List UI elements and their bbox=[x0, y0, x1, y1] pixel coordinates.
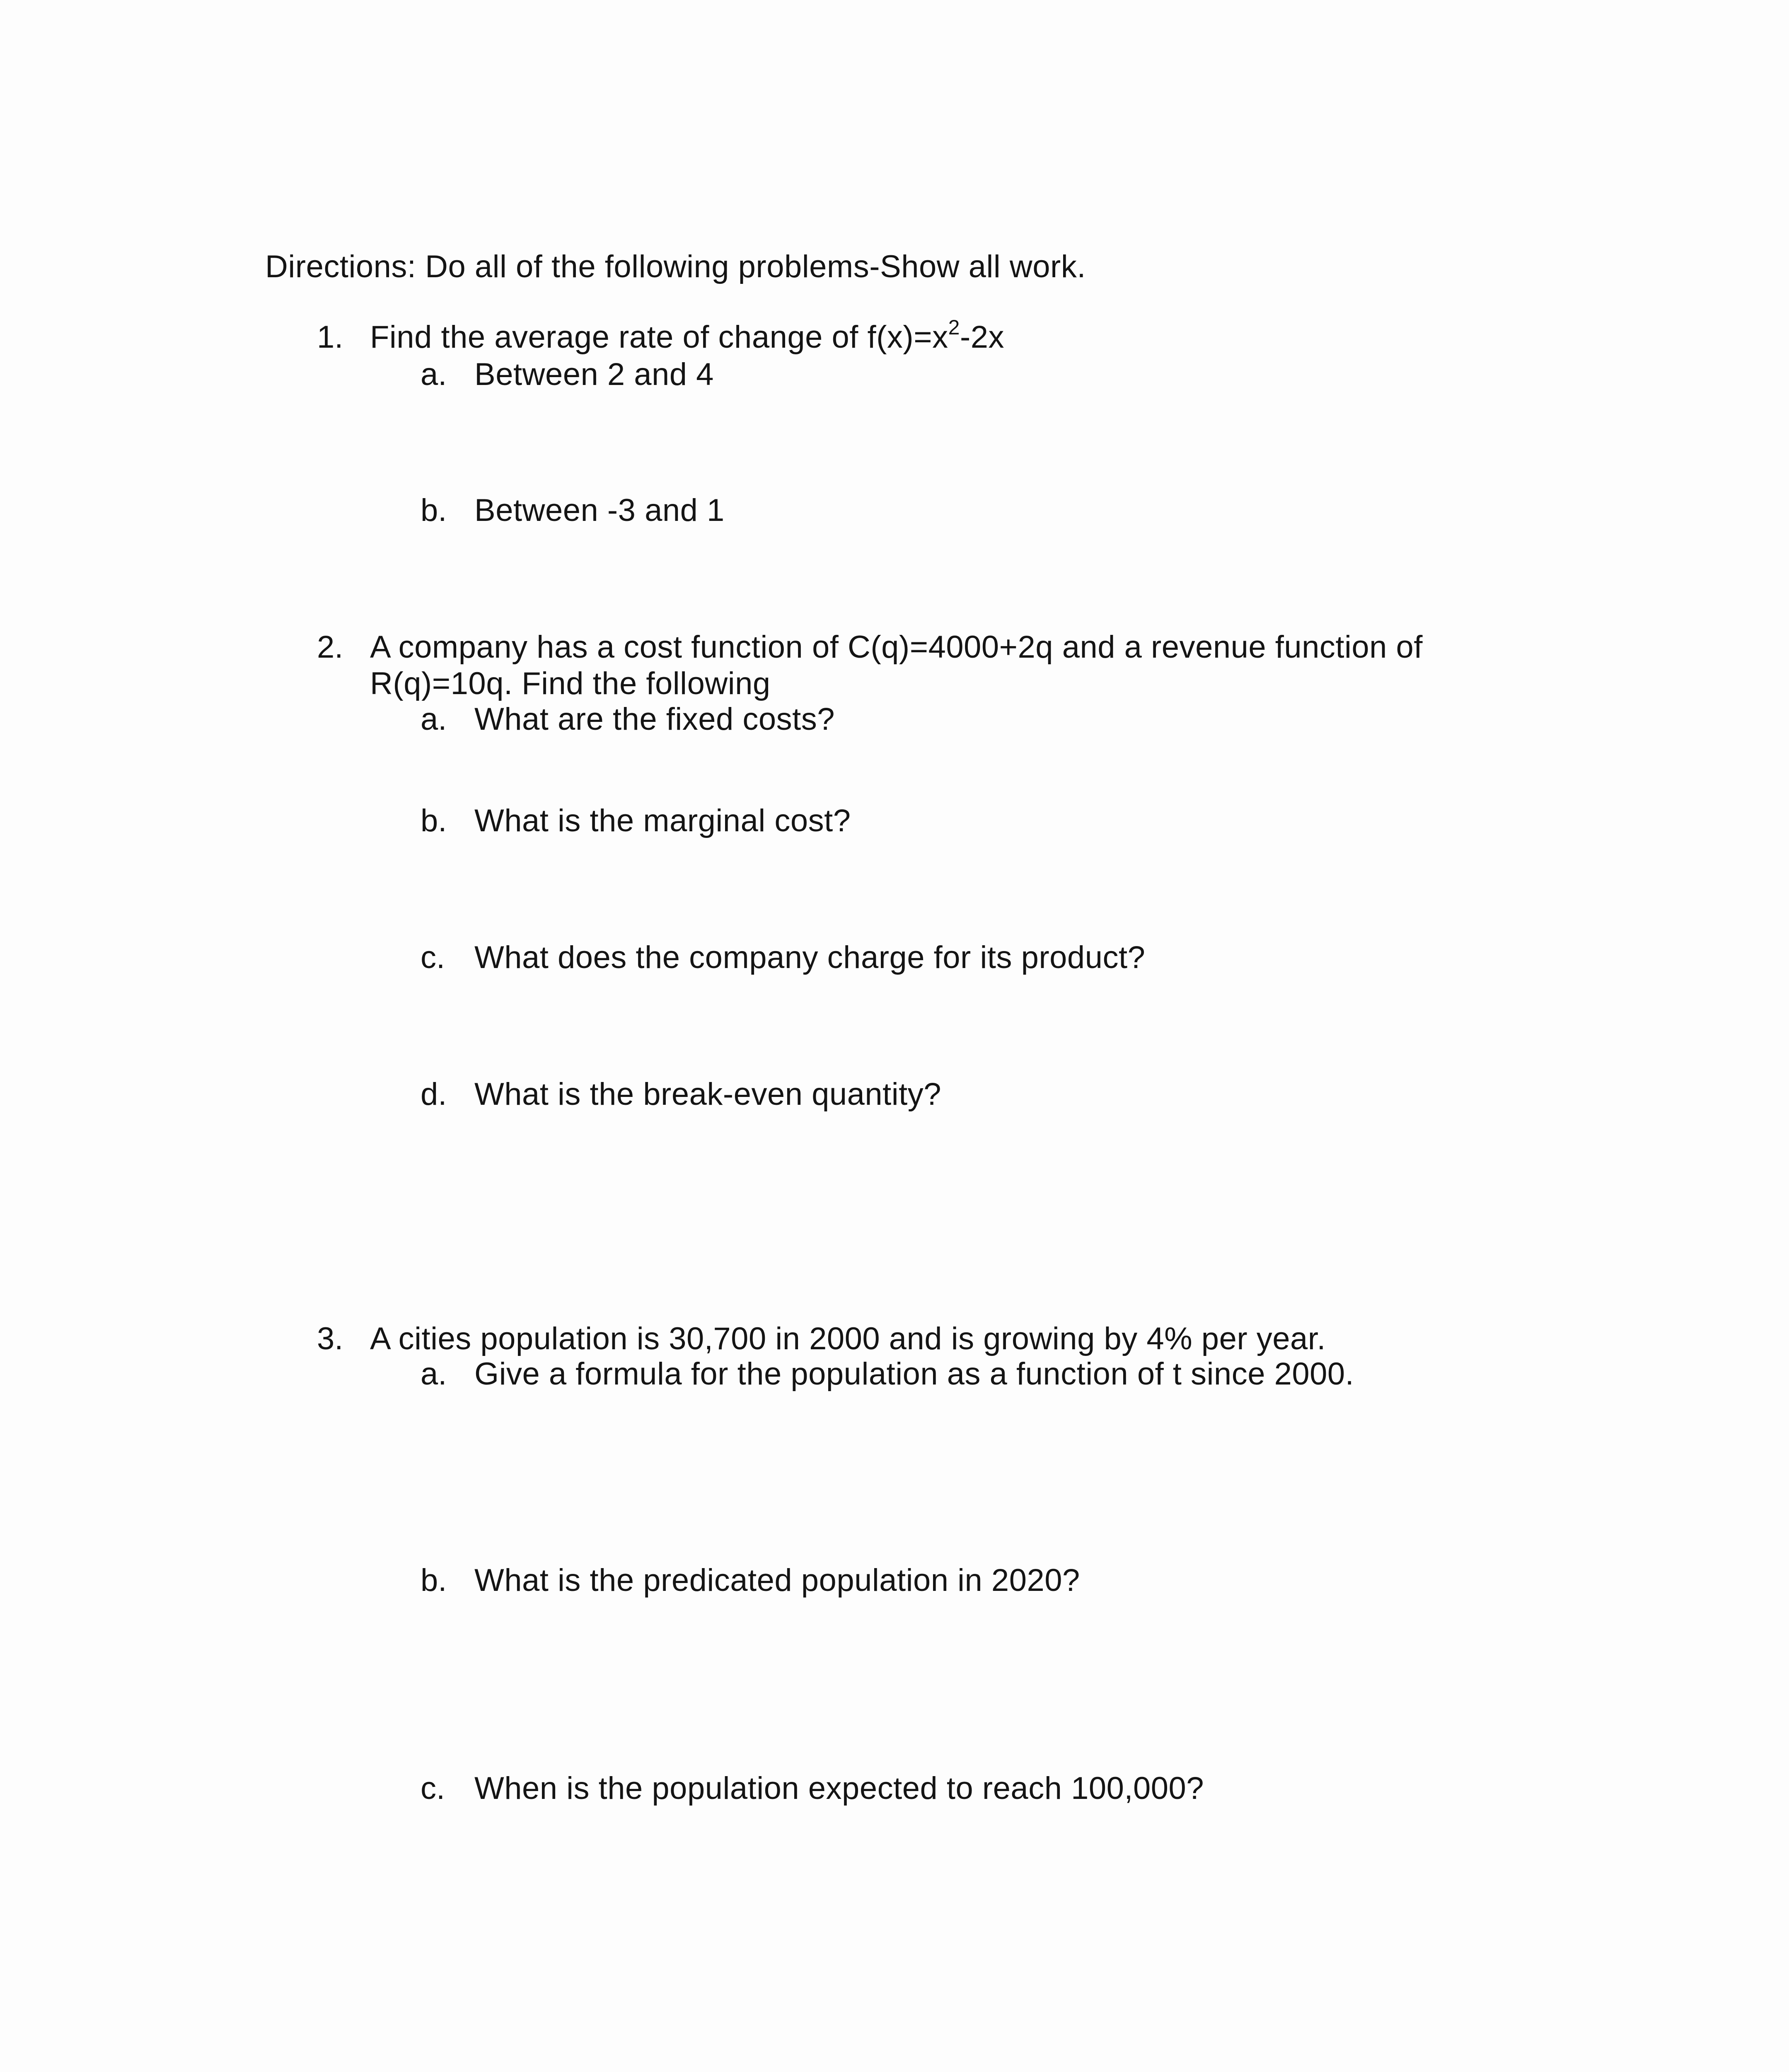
problem-2c-letter: c. bbox=[421, 940, 445, 975]
problem-2a-text: What are the fixed costs? bbox=[474, 702, 835, 737]
problem-1a-text: Between 2 and 4 bbox=[474, 357, 714, 392]
problem-2a-letter: a. bbox=[421, 702, 447, 737]
problem-3b-letter: b. bbox=[421, 1563, 447, 1598]
problem-3-number: 3. bbox=[317, 1321, 343, 1356]
directions-text: Directions: Do all of the following problems-Show all work. bbox=[265, 249, 1086, 284]
problem-1b-text: Between -3 and 1 bbox=[474, 493, 725, 528]
problem-3b-text: What is the predicated population in 2020? bbox=[474, 1563, 1080, 1598]
problem-1-text bbox=[370, 315, 1005, 356]
problem-2d-letter: d. bbox=[421, 1077, 447, 1112]
problem-3c-letter: c. bbox=[421, 1771, 445, 1806]
problem-2d-text: What is the break-even quantity? bbox=[474, 1077, 942, 1112]
problem-3c-text: When is the population expected to reach 100,000? bbox=[474, 1771, 1204, 1806]
problem-2c-text: What does the company charge for its product? bbox=[474, 940, 1146, 975]
problem-1-number: 1. bbox=[317, 320, 343, 355]
problem-1-exponent: 2 bbox=[948, 315, 960, 339]
problem-1-text-tail: -2x bbox=[960, 320, 1005, 355]
problem-2-number: 2. bbox=[317, 629, 343, 665]
problem-2b-letter: b. bbox=[421, 803, 447, 838]
problem-3a-text: Give a formula for the population as a function of t since 2000. bbox=[474, 1356, 1354, 1392]
problem-1b-letter: b. bbox=[421, 493, 447, 528]
problem-3-line1: A cities population is 30,700 in 2000 and is growing by 4% per year. bbox=[370, 1321, 1326, 1356]
problem-3a-letter: a. bbox=[421, 1356, 447, 1392]
problem-2-line2: R(q)=10q. Find the following bbox=[370, 666, 771, 701]
problem-1a-letter: a. bbox=[421, 357, 447, 392]
problem-2b-text: What is the marginal cost? bbox=[474, 803, 851, 838]
problem-2-line1: A company has a cost function of C(q)=4000+2q and a revenue function of bbox=[370, 629, 1423, 665]
problem-1-text-main: Find the average rate of change of f(x)=x bbox=[370, 320, 948, 355]
